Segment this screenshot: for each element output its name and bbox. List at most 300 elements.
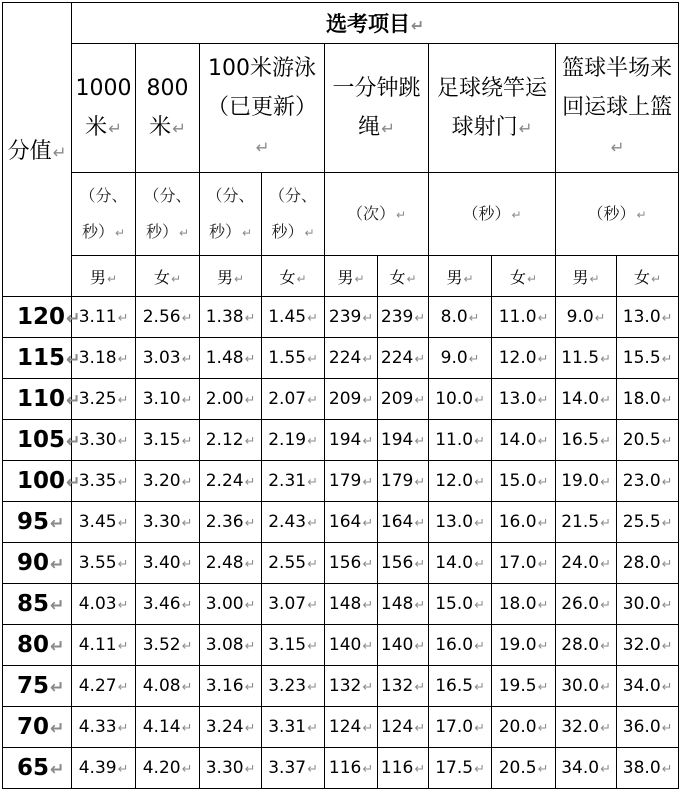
cell-value: 3.24 bbox=[205, 717, 244, 737]
value-cell-run1000: 4.33↵ bbox=[72, 707, 136, 748]
value-cell-bball_m: 11.5↵ bbox=[556, 338, 617, 379]
gender-female-text: 女 bbox=[509, 267, 526, 287]
cell-value: 11.0 bbox=[435, 430, 474, 450]
cell-value: 13.0 bbox=[498, 389, 537, 409]
cell-value: 16.0 bbox=[498, 512, 537, 532]
value-cell-bball_m: 21.5↵ bbox=[556, 502, 617, 543]
score-value: 110 bbox=[17, 386, 66, 412]
value-cell-soccer_f: 20.5↵ bbox=[492, 748, 556, 789]
cell-value: 2.48 bbox=[205, 553, 244, 573]
gender-female: 女↵ bbox=[492, 256, 556, 297]
gender-female-text: 女 bbox=[153, 267, 170, 287]
cell-value: 124 bbox=[328, 717, 362, 737]
value-cell-rope_m: 239↵ bbox=[325, 297, 378, 338]
table-row bbox=[3, 666, 679, 707]
value-cell-run1000: 4.39↵ bbox=[72, 748, 136, 789]
cell-value: 3.30 bbox=[78, 430, 117, 450]
table-row bbox=[3, 379, 679, 420]
value-cell-bball_f: 28.0↵ bbox=[617, 543, 679, 584]
cell-value: 23.0 bbox=[622, 471, 661, 491]
value-cell-swim_m: 2.24↵ bbox=[200, 461, 262, 502]
value-cell-bball_f: 13.0↵ bbox=[617, 297, 679, 338]
header-run-800-text: 800米 bbox=[146, 75, 189, 140]
value-cell-bball_f: 18.0↵ bbox=[617, 379, 679, 420]
cell-value: 148 bbox=[380, 594, 414, 614]
value-cell-run800: 3.15↵ bbox=[136, 420, 200, 461]
cell-value: 14.0 bbox=[561, 389, 600, 409]
value-cell-soccer_m: 13.0↵ bbox=[429, 502, 492, 543]
value-cell-bball_f: 38.0↵ bbox=[617, 748, 679, 789]
value-cell-swim_f: 3.31↵ bbox=[262, 707, 325, 748]
value-cell-bball_m: 16.5↵ bbox=[556, 420, 617, 461]
gender-male: 男↵ bbox=[200, 256, 262, 297]
cell-value: 2.12 bbox=[205, 430, 244, 450]
cell-value: 4.08 bbox=[142, 676, 181, 696]
cell-value: 116 bbox=[380, 758, 414, 778]
gender-male: 男↵ bbox=[429, 256, 492, 297]
cell-value: 20.0 bbox=[498, 717, 537, 737]
score-label: 分值 bbox=[7, 139, 52, 164]
header-basketball-layup-text: 篮球半场来回运球上篮 bbox=[562, 56, 673, 120]
cell-value: 10.0 bbox=[435, 389, 474, 409]
cell-value: 3.15 bbox=[142, 430, 181, 450]
value-cell-rope_f: 164↵ bbox=[378, 502, 429, 543]
value-cell-swim_m: 3.24↵ bbox=[200, 707, 262, 748]
cell-value: 3.15 bbox=[268, 635, 307, 655]
gender-female: 女↵ bbox=[136, 256, 200, 297]
value-cell-rope_f: 194↵ bbox=[378, 420, 429, 461]
cell-value: 34.0 bbox=[622, 676, 661, 696]
header-rope-skip-text: 一分钟跳绳 bbox=[332, 75, 421, 140]
unit-run-800-text: （分、秒） bbox=[143, 185, 192, 241]
score-cell: 85↵ bbox=[3, 584, 72, 625]
value-cell-rope_m: 156↵ bbox=[325, 543, 378, 584]
cell-value: 194 bbox=[328, 430, 362, 450]
cell-value: 3.03 bbox=[142, 348, 181, 368]
cell-value: 14.0 bbox=[498, 430, 537, 450]
value-cell-rope_m: 140↵ bbox=[325, 625, 378, 666]
value-cell-rope_m: 194↵ bbox=[325, 420, 378, 461]
value-cell-run800: 4.08↵ bbox=[136, 666, 200, 707]
gender-male-text: 男 bbox=[446, 267, 463, 287]
value-cell-swim_f: 2.31↵ bbox=[262, 461, 325, 502]
cell-value: 2.19 bbox=[268, 430, 307, 450]
value-cell-bball_f: 34.0↵ bbox=[617, 666, 679, 707]
score-cell: 95↵ bbox=[3, 502, 72, 543]
value-cell-run800: 4.14↵ bbox=[136, 707, 200, 748]
value-cell-soccer_m: 12.0↵ bbox=[429, 461, 492, 502]
score-cell: 110↵ bbox=[3, 379, 72, 420]
value-cell-soccer_m: 14.0↵ bbox=[429, 543, 492, 584]
cell-value: 239 bbox=[380, 307, 414, 327]
gender-female: 女↵ bbox=[617, 256, 679, 297]
value-cell-bball_f: 32.0↵ bbox=[617, 625, 679, 666]
value-cell-rope_f: 179↵ bbox=[378, 461, 429, 502]
cell-value: 124 bbox=[380, 717, 414, 737]
value-cell-run800: 3.03↵ bbox=[136, 338, 200, 379]
header-soccer-dribble-text: 足球绕竿运球射门 bbox=[436, 75, 547, 140]
unit-run-1000-text: （分、秒） bbox=[79, 185, 128, 241]
cell-value: 1.38 bbox=[205, 307, 244, 327]
cell-value: 15.0 bbox=[435, 594, 474, 614]
cell-value: 13.0 bbox=[622, 307, 661, 327]
value-cell-rope_f: 148↵ bbox=[378, 584, 429, 625]
value-cell-run1000: 3.35↵ bbox=[72, 461, 136, 502]
score-value: 120 bbox=[17, 304, 66, 330]
table-row bbox=[3, 461, 679, 502]
gender-male-text: 男 bbox=[89, 267, 106, 287]
score-value: 70 bbox=[17, 714, 50, 740]
header-basketball-layup: 篮球半场来回运球上篮↵ bbox=[556, 44, 679, 173]
cell-value: 16.5 bbox=[561, 430, 600, 450]
gender-male: 男↵ bbox=[556, 256, 617, 297]
value-cell-swim_f: 3.07↵ bbox=[262, 584, 325, 625]
value-cell-soccer_m: 11.0↵ bbox=[429, 420, 492, 461]
value-cell-run800: 3.46↵ bbox=[136, 584, 200, 625]
value-cell-soccer_m: 17.0↵ bbox=[429, 707, 492, 748]
cell-value: 34.0 bbox=[561, 758, 600, 778]
score-table bbox=[2, 2, 679, 789]
cell-value: 3.30 bbox=[205, 758, 244, 778]
gender-male-text: 男 bbox=[572, 267, 589, 287]
score-value: 65 bbox=[17, 755, 50, 781]
score-cell: 70↵ bbox=[3, 707, 72, 748]
cell-value: 15.5 bbox=[622, 348, 661, 368]
score-cell: 120↵ bbox=[3, 297, 72, 338]
gender-female-text: 女 bbox=[634, 267, 651, 287]
cell-value: 156 bbox=[328, 553, 362, 573]
score-cell: 105↵ bbox=[3, 420, 72, 461]
value-cell-soccer_f: 17.0↵ bbox=[492, 543, 556, 584]
cell-value: 32.0 bbox=[622, 635, 661, 655]
unit-run-800: （分、秒）↵ bbox=[136, 173, 200, 256]
cell-value: 2.24 bbox=[205, 471, 244, 491]
value-cell-swim_f: 2.43↵ bbox=[262, 502, 325, 543]
value-cell-soccer_f: 15.0↵ bbox=[492, 461, 556, 502]
value-cell-run800: 3.30↵ bbox=[136, 502, 200, 543]
cell-value: 140 bbox=[328, 635, 362, 655]
cell-value: 209 bbox=[380, 389, 414, 409]
cell-value: 17.0 bbox=[435, 717, 474, 737]
value-cell-rope_f: 116↵ bbox=[378, 748, 429, 789]
cell-value: 224 bbox=[380, 348, 414, 368]
gender-male: 男↵ bbox=[72, 256, 136, 297]
value-cell-swim_m: 3.00↵ bbox=[200, 584, 262, 625]
cell-value: 32.0 bbox=[561, 717, 600, 737]
cell-value: 17.5 bbox=[435, 758, 474, 778]
gender-male: 男↵ bbox=[325, 256, 378, 297]
header-run-800: 800米↵ bbox=[136, 44, 200, 173]
cell-value: 4.03 bbox=[78, 594, 117, 614]
cell-value: 9.0 bbox=[440, 348, 468, 368]
cell-value: 3.00 bbox=[205, 594, 244, 614]
cell-value: 3.11 bbox=[78, 307, 117, 327]
value-cell-swim_m: 2.00↵ bbox=[200, 379, 262, 420]
unit-basketball: （秒）↵ bbox=[556, 173, 679, 256]
cell-value: 2.43 bbox=[268, 512, 307, 532]
cell-value: 239 bbox=[328, 307, 362, 327]
cell-value: 12.0 bbox=[498, 348, 537, 368]
table-row bbox=[3, 625, 679, 666]
cell-value: 2.31 bbox=[268, 471, 307, 491]
cell-value: 3.37 bbox=[268, 758, 307, 778]
value-cell-rope_m: 179↵ bbox=[325, 461, 378, 502]
cell-value: 4.33 bbox=[78, 717, 117, 737]
value-cell-run800: 3.10↵ bbox=[136, 379, 200, 420]
value-cell-run800: 3.52↵ bbox=[136, 625, 200, 666]
value-cell-rope_f: 132↵ bbox=[378, 666, 429, 707]
table-title: 选考项目↵ bbox=[72, 3, 679, 44]
gender-female-text: 女 bbox=[389, 267, 406, 287]
value-cell-rope_m: 124↵ bbox=[325, 707, 378, 748]
value-cell-soccer_f: 11.0↵ bbox=[492, 297, 556, 338]
value-cell-swim_m: 2.36↵ bbox=[200, 502, 262, 543]
cell-value: 36.0 bbox=[622, 717, 661, 737]
cell-value: 4.14 bbox=[142, 717, 181, 737]
cell-value: 19.0 bbox=[498, 635, 537, 655]
value-cell-run800: 3.20↵ bbox=[136, 461, 200, 502]
table-row bbox=[3, 502, 679, 543]
value-cell-soccer_f: 14.0↵ bbox=[492, 420, 556, 461]
cell-value: 132 bbox=[380, 676, 414, 696]
value-cell-swim_f: 3.37↵ bbox=[262, 748, 325, 789]
unit-swim-female-text: （分、秒） bbox=[268, 185, 317, 241]
cell-value: 194 bbox=[380, 430, 414, 450]
cell-value: 179 bbox=[328, 471, 362, 491]
cell-value: 24.0 bbox=[561, 553, 600, 573]
score-cell: 90↵ bbox=[3, 543, 72, 584]
score-value: 105 bbox=[17, 427, 66, 453]
header-swim-100-text: 100米游泳（已更新） bbox=[206, 56, 317, 120]
value-cell-run1000: 4.27↵ bbox=[72, 666, 136, 707]
value-cell-rope_f: 239↵ bbox=[378, 297, 429, 338]
cell-value: 179 bbox=[380, 471, 414, 491]
value-cell-bball_m: 9.0↵ bbox=[556, 297, 617, 338]
value-cell-bball_m: 26.0↵ bbox=[556, 584, 617, 625]
cell-value: 3.40 bbox=[142, 553, 181, 573]
cell-value: 18.0 bbox=[622, 389, 661, 409]
cell-value: 3.07 bbox=[268, 594, 307, 614]
score-column-header: 分值↵ bbox=[3, 3, 72, 297]
value-cell-bball_f: 36.0↵ bbox=[617, 707, 679, 748]
cell-value: 156 bbox=[380, 553, 414, 573]
cell-value: 3.55 bbox=[78, 553, 117, 573]
cell-value: 20.5 bbox=[622, 430, 661, 450]
group-title-text: 选考项目 bbox=[325, 12, 410, 36]
table-row bbox=[3, 543, 679, 584]
value-cell-run1000: 3.55↵ bbox=[72, 543, 136, 584]
cell-value: 38.0 bbox=[622, 758, 661, 778]
value-cell-bball_f: 15.5↵ bbox=[617, 338, 679, 379]
cell-value: 3.35 bbox=[78, 471, 117, 491]
value-cell-swim_m: 1.38↵ bbox=[200, 297, 262, 338]
value-cell-soccer_m: 10.0↵ bbox=[429, 379, 492, 420]
cell-value: 3.46 bbox=[142, 594, 181, 614]
gender-female-text: 女 bbox=[279, 267, 296, 287]
score-value: 90 bbox=[17, 550, 50, 576]
value-cell-swim_f: 2.07↵ bbox=[262, 379, 325, 420]
value-cell-swim_m: 3.30↵ bbox=[200, 748, 262, 789]
cell-value: 209 bbox=[328, 389, 362, 409]
value-cell-swim_m: 3.08↵ bbox=[200, 625, 262, 666]
cell-value: 21.5 bbox=[561, 512, 600, 532]
cell-value: 116 bbox=[328, 758, 362, 778]
table-row bbox=[3, 338, 679, 379]
cell-value: 164 bbox=[328, 512, 362, 532]
value-cell-soccer_m: 16.0↵ bbox=[429, 625, 492, 666]
cell-value: 12.0 bbox=[435, 471, 474, 491]
unit-soccer: （秒）↵ bbox=[429, 173, 556, 256]
value-cell-soccer_f: 12.0↵ bbox=[492, 338, 556, 379]
value-cell-bball_f: 30.0↵ bbox=[617, 584, 679, 625]
value-cell-rope_m: 116↵ bbox=[325, 748, 378, 789]
value-cell-swim_f: 2.19↵ bbox=[262, 420, 325, 461]
value-cell-rope_m: 132↵ bbox=[325, 666, 378, 707]
value-cell-run800: 4.20↵ bbox=[136, 748, 200, 789]
cell-value: 16.0 bbox=[435, 635, 474, 655]
value-cell-rope_m: 209↵ bbox=[325, 379, 378, 420]
unit-swim-male: （分、秒）↵ bbox=[200, 173, 262, 256]
cell-value: 16.5 bbox=[435, 676, 474, 696]
cell-value: 3.30 bbox=[142, 512, 181, 532]
gender-male-text: 男 bbox=[337, 267, 354, 287]
cell-value: 148 bbox=[328, 594, 362, 614]
cell-value: 1.48 bbox=[205, 348, 244, 368]
unit-run-1000: （分、秒）↵ bbox=[72, 173, 136, 256]
value-cell-rope_m: 164↵ bbox=[325, 502, 378, 543]
value-cell-rope_f: 224↵ bbox=[378, 338, 429, 379]
cell-value: 2.36 bbox=[205, 512, 244, 532]
value-cell-bball_f: 20.5↵ bbox=[617, 420, 679, 461]
cell-value: 132 bbox=[328, 676, 362, 696]
cell-value: 1.55 bbox=[268, 348, 307, 368]
value-cell-bball_m: 32.0↵ bbox=[556, 707, 617, 748]
cell-value: 164 bbox=[380, 512, 414, 532]
table-row bbox=[3, 584, 679, 625]
cell-value: 28.0 bbox=[561, 635, 600, 655]
unit-rope-skip-text: （次） bbox=[346, 203, 395, 223]
value-cell-swim_m: 1.48↵ bbox=[200, 338, 262, 379]
score-value: 80 bbox=[17, 632, 50, 658]
cell-value: 2.07 bbox=[268, 389, 307, 409]
cell-value: 3.20 bbox=[142, 471, 181, 491]
cell-value: 11.0 bbox=[498, 307, 537, 327]
cell-value: 8.0 bbox=[440, 307, 468, 327]
value-cell-run1000: 4.11↵ bbox=[72, 625, 136, 666]
value-cell-run800: 2.56↵ bbox=[136, 297, 200, 338]
cell-value: 26.0 bbox=[561, 594, 600, 614]
value-cell-bball_m: 14.0↵ bbox=[556, 379, 617, 420]
value-cell-swim_f: 1.45↵ bbox=[262, 297, 325, 338]
value-cell-bball_m: 24.0↵ bbox=[556, 543, 617, 584]
score-value: 95 bbox=[17, 509, 50, 535]
score-cell: 75↵ bbox=[3, 666, 72, 707]
cell-value: 3.08 bbox=[205, 635, 244, 655]
gender-female: 女↵ bbox=[262, 256, 325, 297]
header-swim-100: 100米游泳（已更新）↵ bbox=[200, 44, 325, 173]
score-value: 100 bbox=[17, 468, 66, 494]
unit-soccer-text: （秒） bbox=[462, 203, 511, 223]
gender-male-text: 男 bbox=[216, 267, 233, 287]
cell-value: 20.5 bbox=[498, 758, 537, 778]
cell-value: 3.10 bbox=[142, 389, 181, 409]
value-cell-rope_f: 124↵ bbox=[378, 707, 429, 748]
value-cell-bball_m: 34.0↵ bbox=[556, 748, 617, 789]
cell-value: 11.5 bbox=[561, 348, 600, 368]
value-cell-swim_m: 2.48↵ bbox=[200, 543, 262, 584]
table-row bbox=[3, 420, 679, 461]
cell-value: 13.0 bbox=[435, 512, 474, 532]
cell-value: 2.00 bbox=[205, 389, 244, 409]
value-cell-swim_f: 1.55↵ bbox=[262, 338, 325, 379]
unit-swim-male-text: （分、秒） bbox=[206, 185, 255, 241]
value-cell-soccer_f: 16.0↵ bbox=[492, 502, 556, 543]
value-cell-swim_m: 3.16↵ bbox=[200, 666, 262, 707]
cell-value: 3.25 bbox=[78, 389, 117, 409]
cell-value: 224 bbox=[328, 348, 362, 368]
value-cell-soccer_m: 16.5↵ bbox=[429, 666, 492, 707]
value-cell-bball_f: 25.5↵ bbox=[617, 502, 679, 543]
value-cell-soccer_m: 15.0↵ bbox=[429, 584, 492, 625]
score-cell: 80↵ bbox=[3, 625, 72, 666]
value-cell-bball_f: 23.0↵ bbox=[617, 461, 679, 502]
value-cell-soccer_m: 9.0↵ bbox=[429, 338, 492, 379]
value-cell-run1000: 3.18↵ bbox=[72, 338, 136, 379]
value-cell-run1000: 3.30↵ bbox=[72, 420, 136, 461]
value-cell-run1000: 3.45↵ bbox=[72, 502, 136, 543]
cell-value: 30.0 bbox=[622, 594, 661, 614]
cell-value: 18.0 bbox=[498, 594, 537, 614]
value-cell-rope_m: 224↵ bbox=[325, 338, 378, 379]
cell-value: 19.5 bbox=[498, 676, 537, 696]
score-value: 75 bbox=[17, 673, 50, 699]
unit-rope-skip: （次）↵ bbox=[325, 173, 429, 256]
cell-value: 17.0 bbox=[498, 553, 537, 573]
gender-female: 女↵ bbox=[378, 256, 429, 297]
value-cell-soccer_f: 20.0↵ bbox=[492, 707, 556, 748]
value-cell-swim_f: 3.23↵ bbox=[262, 666, 325, 707]
cell-value: 30.0 bbox=[561, 676, 600, 696]
header-soccer-dribble: 足球绕竿运球射门↵ bbox=[429, 44, 556, 173]
score-value: 115 bbox=[17, 345, 66, 371]
header-rope-skip: 一分钟跳绳↵ bbox=[325, 44, 429, 173]
score-cell: 100↵ bbox=[3, 461, 72, 502]
value-cell-rope_f: 156↵ bbox=[378, 543, 429, 584]
value-cell-soccer_m: 17.5↵ bbox=[429, 748, 492, 789]
score-cell: 115↵ bbox=[3, 338, 72, 379]
cell-value: 3.23 bbox=[268, 676, 307, 696]
value-cell-soccer_f: 18.0↵ bbox=[492, 584, 556, 625]
cell-value: 28.0 bbox=[622, 553, 661, 573]
cell-value: 140 bbox=[380, 635, 414, 655]
cell-value: 2.56 bbox=[142, 307, 181, 327]
cell-value: 2.55 bbox=[268, 553, 307, 573]
cell-value: 14.0 bbox=[435, 553, 474, 573]
value-cell-run1000: 4.03↵ bbox=[72, 584, 136, 625]
cell-value: 9.0 bbox=[566, 307, 594, 327]
cell-value: 3.16 bbox=[205, 676, 244, 696]
cell-value: 4.27 bbox=[78, 676, 117, 696]
score-value: 85 bbox=[17, 591, 50, 617]
cell-value: 3.18 bbox=[78, 348, 117, 368]
value-cell-bball_m: 30.0↵ bbox=[556, 666, 617, 707]
value-cell-soccer_f: 19.0↵ bbox=[492, 625, 556, 666]
cell-value: 25.5 bbox=[622, 512, 661, 532]
value-cell-bball_m: 19.0↵ bbox=[556, 461, 617, 502]
cell-value: 1.45 bbox=[268, 307, 307, 327]
score-cell: 65↵ bbox=[3, 748, 72, 789]
cell-value: 4.11 bbox=[78, 635, 117, 655]
